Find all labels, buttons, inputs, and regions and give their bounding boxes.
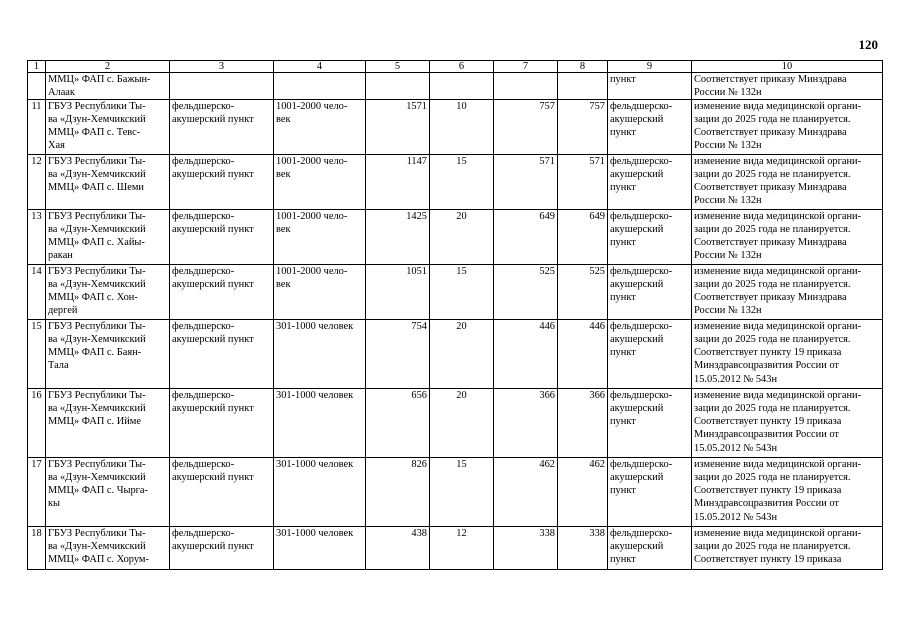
planned-facility-type-cell-line: акушерский xyxy=(610,169,664,181)
planned-facility-type-cell-line: пункт xyxy=(610,416,636,428)
organization-name-cell-line: ММЦ» ФАП с. Чырга- xyxy=(48,485,149,497)
table-row xyxy=(28,458,883,527)
planned-facility-type-cell-line: пункт xyxy=(610,127,636,139)
organization-name-cell-line: ГБУЗ Республики Ты- xyxy=(48,156,146,168)
facility-type-cell-line: акушерский пункт xyxy=(172,472,254,484)
population-range-cell-line: век xyxy=(276,169,291,181)
population-range-cell-line: 1001-2000 чело- xyxy=(276,101,348,113)
compliance-note-cell-line: 15.05.2012 № 543н xyxy=(694,373,778,385)
compliance-note-cell-line: России № 132н xyxy=(694,195,762,207)
compliance-note-cell-line: России № 132н xyxy=(694,140,762,152)
compliance-note-cell-line: изменение вида медицинской органи- xyxy=(694,321,862,333)
planned-facility-type-cell-line: фельдшерско- xyxy=(610,101,673,113)
organization-name-cell-line: ГБУЗ Республики Ты- xyxy=(48,528,146,540)
column-5-cell xyxy=(366,73,430,100)
planned-facility-type-cell-line: фельдшерско- xyxy=(610,321,673,333)
row-number-cell: 11 xyxy=(28,100,46,155)
column-8-cell: 446 xyxy=(558,320,608,389)
planned-facility-type-cell-line: пункт xyxy=(610,182,636,194)
organization-name-cell-line: ММЦ» ФАП с. Хон- xyxy=(48,292,138,304)
planned-facility-type-cell xyxy=(608,155,692,210)
table-row xyxy=(28,527,883,570)
facility-type-cell xyxy=(170,527,274,570)
facilities-table xyxy=(27,60,883,570)
facility-type-cell-line: акушерский пункт xyxy=(172,114,254,126)
compliance-note-cell-line: Минздравсоцразвития России от xyxy=(694,429,839,441)
organization-name-cell-line: ММЦ» ФАП с. Хайы- xyxy=(48,237,145,249)
facility-type-cell xyxy=(170,265,274,320)
facility-type-cell-line: фельдшерско- xyxy=(172,211,235,223)
population-range-cell xyxy=(274,320,366,389)
table-row xyxy=(28,100,883,155)
organization-name-cell-line: ГБУЗ Республики Ты- xyxy=(48,101,146,113)
compliance-note-cell-line: Соответствует пункту 19 приказа xyxy=(694,416,842,428)
organization-name-cell-line: ГБУЗ Республики Ты- xyxy=(48,211,146,223)
organization-name-cell-line: ММЦ» ФАП с. Шеми xyxy=(48,182,144,194)
population-range-cell xyxy=(274,389,366,458)
compliance-note-cell-line: 15.05.2012 № 543н xyxy=(694,511,778,523)
column-header-7: 7 xyxy=(494,61,558,73)
column-5-cell: 1425 xyxy=(366,210,430,265)
column-7-cell: 757 xyxy=(494,100,558,155)
facility-type-cell-line: фельдшерско- xyxy=(172,156,235,168)
compliance-note-cell-line: зации до 2025 года не планируется. xyxy=(694,169,851,181)
organization-name-cell-line: ва «Дзун-Хемчикский xyxy=(48,279,146,291)
column-7-cell: 649 xyxy=(494,210,558,265)
population-range-cell-line: век xyxy=(276,279,291,291)
planned-facility-type-cell xyxy=(608,100,692,155)
column-header-10: 10 xyxy=(692,61,883,73)
column-number-header-row xyxy=(28,61,883,73)
organization-name-cell-line: ракан xyxy=(48,250,73,262)
population-range-cell xyxy=(274,458,366,527)
compliance-note-cell-line: зации до 2025 года не планируется. xyxy=(694,224,851,236)
row-number-cell: 12 xyxy=(28,155,46,210)
row-number-cell: 16 xyxy=(28,389,46,458)
compliance-note-cell xyxy=(692,210,883,265)
column-8-cell: 757 xyxy=(558,100,608,155)
column-6-cell: 20 xyxy=(430,320,494,389)
table-row xyxy=(28,155,883,210)
column-5-cell: 1571 xyxy=(366,100,430,155)
organization-name-cell-line: ГБУЗ Республики Ты- xyxy=(48,321,146,333)
organization-name-cell-line: ММЦ» ФАП с. Хорум- xyxy=(48,554,149,566)
planned-facility-type-cell-line: акушерский xyxy=(610,279,664,291)
table-row xyxy=(28,265,883,320)
facility-type-cell-line: акушерский пункт xyxy=(172,224,254,236)
facility-type-cell-line: фельдшерско- xyxy=(172,266,235,278)
planned-facility-type-cell-line: акушерский xyxy=(610,541,664,553)
compliance-note-cell-line: изменение вида медицинской органи- xyxy=(694,211,862,223)
organization-name-cell-line: ва «Дзун-Хемчикский xyxy=(48,224,146,236)
organization-name-cell xyxy=(46,320,170,389)
planned-facility-type-cell xyxy=(608,527,692,570)
column-6-cell: 15 xyxy=(430,155,494,210)
compliance-note-cell-line: зации до 2025 года не планируется. xyxy=(694,541,851,553)
planned-facility-type-cell-line: акушерский xyxy=(610,114,664,126)
organization-name-cell-line: ММЦ» ФАП с. Тевс- xyxy=(48,127,141,139)
organization-name-cell-line: кы xyxy=(48,498,61,510)
population-range-cell-line: 1001-2000 чело- xyxy=(276,211,348,223)
facility-type-cell xyxy=(170,73,274,100)
facility-type-cell xyxy=(170,100,274,155)
planned-facility-type-cell xyxy=(608,320,692,389)
organization-name-cell xyxy=(46,100,170,155)
facility-type-cell-line: фельдшерско- xyxy=(172,390,235,402)
compliance-note-cell-line: Соответствует приказу Минздрава xyxy=(694,237,847,249)
planned-facility-type-cell-line: фельдшерско- xyxy=(610,459,673,471)
organization-name-cell xyxy=(46,389,170,458)
column-header-8: 8 xyxy=(558,61,608,73)
column-6-cell: 15 xyxy=(430,265,494,320)
row-number-cell: 14 xyxy=(28,265,46,320)
column-header-1: 1 xyxy=(28,61,46,73)
population-range-cell xyxy=(274,73,366,100)
planned-facility-type-cell-line: акушерский xyxy=(610,472,664,484)
compliance-note-cell-line: зации до 2025 года не планируется. xyxy=(694,279,851,291)
planned-facility-type-cell xyxy=(608,389,692,458)
facility-type-cell-line: акушерский пункт xyxy=(172,541,254,553)
population-range-cell xyxy=(274,265,366,320)
compliance-note-cell-line: 15.05.2012 № 543н xyxy=(694,442,778,454)
planned-facility-type-cell-line: пункт xyxy=(610,237,636,249)
planned-facility-type-cell-line: акушерский xyxy=(610,403,664,415)
table-body xyxy=(28,73,883,570)
compliance-note-cell xyxy=(692,458,883,527)
compliance-note-cell-line: Минздравсоцразвития России от xyxy=(694,498,839,510)
column-5-cell: 1147 xyxy=(366,155,430,210)
compliance-note-cell xyxy=(692,389,883,458)
organization-name-cell xyxy=(46,155,170,210)
planned-facility-type-cell-line: пункт xyxy=(610,485,636,497)
organization-name-cell xyxy=(46,265,170,320)
organization-name-cell-line: ГБУЗ Республики Ты- xyxy=(48,459,146,471)
column-6-cell: 10 xyxy=(430,100,494,155)
compliance-note-cell-line: Соответствует приказу Минздрава xyxy=(694,127,847,139)
compliance-note-cell xyxy=(692,527,883,570)
column-7-cell: 571 xyxy=(494,155,558,210)
column-6-cell xyxy=(430,73,494,100)
column-8-cell: 366 xyxy=(558,389,608,458)
compliance-note-cell xyxy=(692,100,883,155)
row-number-cell: 13 xyxy=(28,210,46,265)
column-5-cell: 826 xyxy=(366,458,430,527)
compliance-note-cell xyxy=(692,73,883,100)
organization-name-cell-line: ГБУЗ Республики Ты- xyxy=(48,266,146,278)
organization-name-cell-line: Хая xyxy=(48,140,65,152)
compliance-note-cell-line: Соответствует пункту 19 приказа xyxy=(694,485,842,497)
organization-name-cell-line: ГБУЗ Республики Ты- xyxy=(48,390,146,402)
organization-name-cell-line: Тала xyxy=(48,360,69,372)
facility-type-cell-line: акушерский пункт xyxy=(172,169,254,181)
column-8-cell: 338 xyxy=(558,527,608,570)
planned-facility-type-cell-line: пункт xyxy=(610,74,636,85)
population-range-cell-line: 1001-2000 чело- xyxy=(276,156,348,168)
organization-name-cell xyxy=(46,210,170,265)
planned-facility-type-cell-line: фельдшерско- xyxy=(610,156,673,168)
population-range-cell-line: век xyxy=(276,224,291,236)
population-range-cell-line: век xyxy=(276,114,291,126)
column-5-cell: 1051 xyxy=(366,265,430,320)
organization-name-cell-line: ММЦ» ФАП с. Баян- xyxy=(48,347,142,359)
column-6-cell: 20 xyxy=(430,210,494,265)
compliance-note-cell-line: зации до 2025 года не планируется. xyxy=(694,114,851,126)
facility-type-cell-line: фельдшерско- xyxy=(172,459,235,471)
column-8-cell: 571 xyxy=(558,155,608,210)
table-row xyxy=(28,320,883,389)
compliance-note-cell xyxy=(692,320,883,389)
row-number-cell: 15 xyxy=(28,320,46,389)
row-number-cell xyxy=(28,73,46,100)
population-range-cell-line: 301-1000 человек xyxy=(276,459,354,471)
organization-name-cell-line: ва «Дзун-Хемчикский xyxy=(48,403,146,415)
column-8-cell xyxy=(558,73,608,100)
column-7-cell: 462 xyxy=(494,458,558,527)
compliance-note-cell-line: изменение вида медицинской органи- xyxy=(694,156,862,168)
population-range-cell-line: 1001-2000 чело- xyxy=(276,266,348,278)
planned-facility-type-cell-line: пункт xyxy=(610,292,636,304)
population-range-cell-line: 301-1000 человек xyxy=(276,321,354,333)
compliance-note-cell xyxy=(692,155,883,210)
compliance-note-cell-line: зации до 2025 года не планируется. xyxy=(694,334,851,346)
column-5-cell: 656 xyxy=(366,389,430,458)
column-7-cell: 338 xyxy=(494,527,558,570)
column-header-6: 6 xyxy=(430,61,494,73)
planned-facility-type-cell-line: пункт xyxy=(610,554,636,566)
organization-name-cell-line: ва «Дзун-Хемчикский xyxy=(48,541,146,553)
compliance-note-cell-line: зации до 2025 года не планируется. xyxy=(694,403,851,415)
column-header-3: 3 xyxy=(170,61,274,73)
organization-name-cell-line: ММЦ» ФАП с. Ийме xyxy=(48,416,141,428)
compliance-note-cell-line: изменение вида медицинской органи- xyxy=(694,528,862,540)
compliance-note-cell-line: России № 132н xyxy=(694,305,762,317)
facility-type-cell xyxy=(170,320,274,389)
organization-name-cell-line: ва «Дзун-Хемчикский xyxy=(48,114,146,126)
population-range-cell-line: 301-1000 человек xyxy=(276,528,354,540)
compliance-note-cell-line: изменение вида медицинской органи- xyxy=(694,266,862,278)
planned-facility-type-cell xyxy=(608,458,692,527)
planned-facility-type-cell-line: фельдшерско- xyxy=(610,266,673,278)
facility-type-cell-line: акушерский пункт xyxy=(172,403,254,415)
compliance-note-cell-line: зации до 2025 года не планируется. xyxy=(694,472,851,484)
column-7-cell: 525 xyxy=(494,265,558,320)
compliance-note-cell-line: Соответствует приказу Минздрава xyxy=(694,182,847,194)
planned-facility-type-cell xyxy=(608,210,692,265)
population-range-cell xyxy=(274,155,366,210)
compliance-note-cell-line: России № 132н xyxy=(694,87,762,99)
organization-name-cell-line: дергей xyxy=(48,305,78,317)
page-number: 120 xyxy=(858,37,878,52)
column-7-cell: 446 xyxy=(494,320,558,389)
compliance-note-cell-line: России № 132н xyxy=(694,250,762,262)
planned-facility-type-cell-line: фельдшерско- xyxy=(610,390,673,402)
compliance-note-cell-line: изменение вида медицинской органи- xyxy=(694,390,862,402)
compliance-note-cell-line: Соответствует пункту 19 приказа xyxy=(694,347,842,359)
row-number-cell: 18 xyxy=(28,527,46,570)
column-8-cell: 525 xyxy=(558,265,608,320)
organization-name-cell-line: ва «Дзун-Хемчикский xyxy=(48,472,146,484)
compliance-note-cell-line: Соответствует приказу Минздрава xyxy=(694,74,847,85)
facility-type-cell xyxy=(170,210,274,265)
column-8-cell: 462 xyxy=(558,458,608,527)
facility-type-cell xyxy=(170,389,274,458)
planned-facility-type-cell-line: фельдшерско- xyxy=(610,528,673,540)
population-range-cell-line: 301-1000 человек xyxy=(276,390,354,402)
row-number-cell: 17 xyxy=(28,458,46,527)
organization-name-cell-line: ММЦ» ФАП с. Бажын- xyxy=(48,74,151,85)
organization-name-cell-line: ва «Дзун-Хемчикский xyxy=(48,169,146,181)
table-row xyxy=(28,210,883,265)
planned-facility-type-cell-line: акушерский xyxy=(610,334,664,346)
column-7-cell: 366 xyxy=(494,389,558,458)
column-6-cell: 20 xyxy=(430,389,494,458)
organization-name-cell xyxy=(46,527,170,570)
column-5-cell: 438 xyxy=(366,527,430,570)
facility-type-cell xyxy=(170,155,274,210)
column-8-cell: 649 xyxy=(558,210,608,265)
population-range-cell xyxy=(274,100,366,155)
column-header-4: 4 xyxy=(274,61,366,73)
organization-name-cell-line: ва «Дзун-Хемчикский xyxy=(48,334,146,346)
compliance-note-cell xyxy=(692,265,883,320)
population-range-cell xyxy=(274,527,366,570)
column-5-cell: 754 xyxy=(366,320,430,389)
facility-type-cell-line: акушерский пункт xyxy=(172,279,254,291)
planned-facility-type-cell-line: пункт xyxy=(610,347,636,359)
table-row xyxy=(28,389,883,458)
column-header-9: 9 xyxy=(608,61,692,73)
organization-name-cell xyxy=(46,73,170,100)
column-6-cell: 12 xyxy=(430,527,494,570)
compliance-note-cell-line: изменение вида медицинской органи- xyxy=(694,459,862,471)
organization-name-cell xyxy=(46,458,170,527)
planned-facility-type-cell-line: акушерский xyxy=(610,224,664,236)
facility-type-cell-line: фельдшерско- xyxy=(172,528,235,540)
population-range-cell xyxy=(274,210,366,265)
organization-name-cell-line: Алаак xyxy=(48,87,75,99)
compliance-note-cell-line: Соответствует приказу Минздрава xyxy=(694,292,847,304)
column-header-2: 2 xyxy=(46,61,170,73)
column-6-cell: 15 xyxy=(430,458,494,527)
facility-type-cell-line: фельдшерско- xyxy=(172,101,235,113)
facility-type-cell-line: фельдшерско- xyxy=(172,321,235,333)
compliance-note-cell-line: Минздравсоцразвития России от xyxy=(694,360,839,372)
planned-facility-type-cell-line: фельдшерско- xyxy=(610,211,673,223)
planned-facility-type-cell xyxy=(608,265,692,320)
compliance-note-cell-line: Соответствует пункту 19 приказа xyxy=(694,554,842,566)
planned-facility-type-cell xyxy=(608,73,692,100)
table-row xyxy=(28,73,883,100)
column-header-5: 5 xyxy=(366,61,430,73)
facility-type-cell-line: акушерский пункт xyxy=(172,334,254,346)
facility-type-cell xyxy=(170,458,274,527)
compliance-note-cell-line: изменение вида медицинской органи- xyxy=(694,101,862,113)
column-7-cell xyxy=(494,73,558,100)
